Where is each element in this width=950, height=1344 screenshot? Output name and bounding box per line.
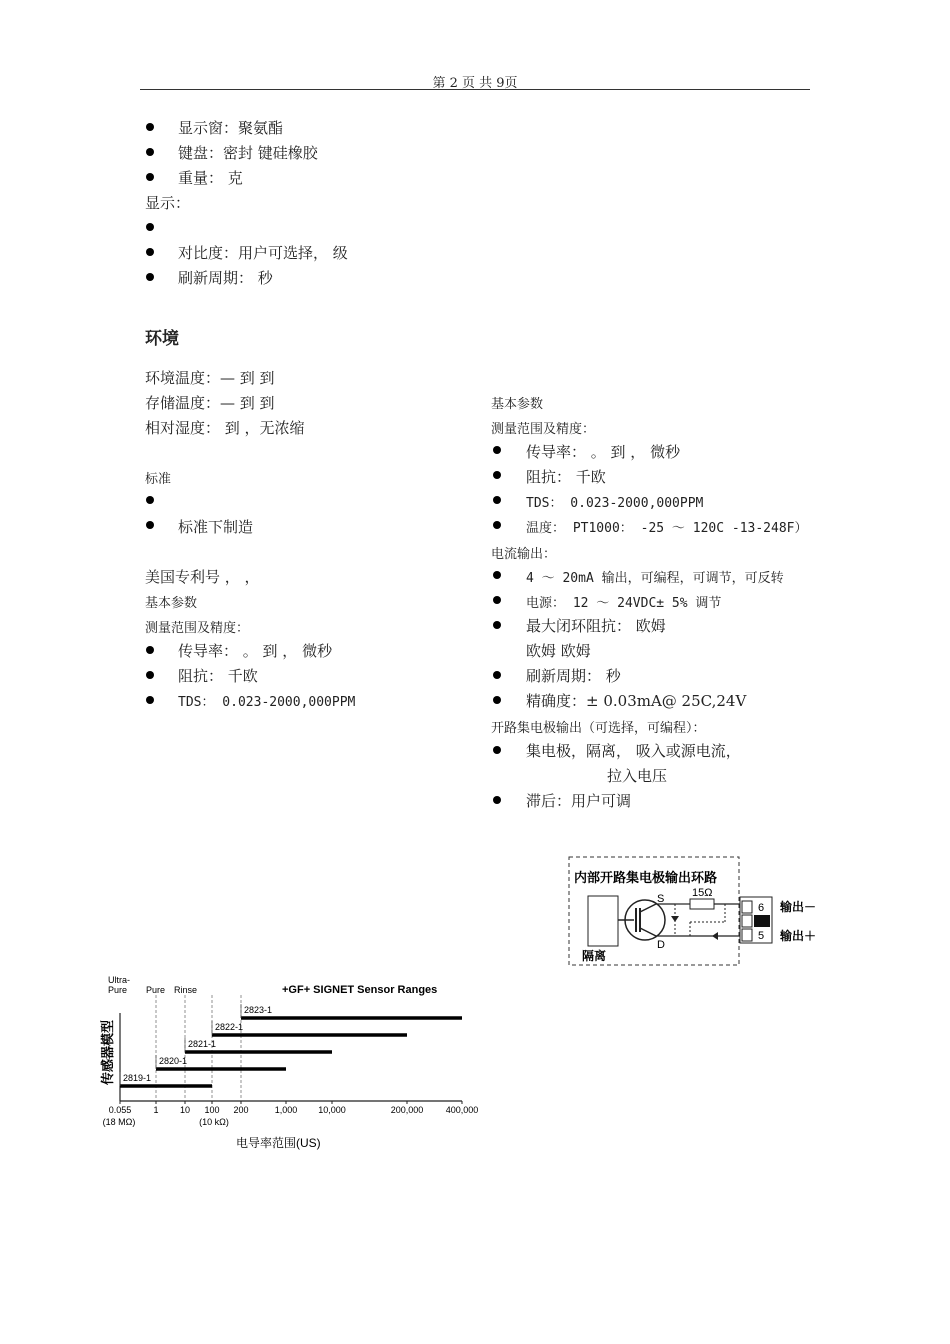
patent-line: 美国专利号 ， ，	[145, 568, 260, 586]
drain-label: D	[657, 939, 665, 951]
bar-label: 2822-1	[215, 1022, 244, 1032]
x-tick-label: 10,000	[318, 1105, 346, 1115]
bullet	[146, 273, 154, 281]
region-label: Pure	[108, 985, 128, 995]
bullet	[146, 248, 154, 256]
text-line: 环境温度：— 到 到	[145, 369, 275, 387]
chart-title: +GF+ SIGNET Sensor Ranges	[282, 984, 438, 996]
bar-label: 2821-1	[188, 1039, 217, 1049]
x-tick-label: 10	[179, 1105, 191, 1115]
bullet	[493, 696, 501, 704]
bullet	[146, 671, 154, 679]
list-item: 显示窗：聚氨酯	[178, 119, 284, 137]
bullet	[493, 596, 501, 604]
section-heading: 环境	[145, 329, 179, 349]
section-heading: 电流输出：	[491, 547, 557, 562]
list-item: 传导率： 。 到 ， 微秒	[178, 642, 333, 660]
list-item: TDS： 0.023-2000,000PPM	[178, 695, 356, 710]
region-label: Rinse	[174, 985, 198, 995]
list-item: 刷新周期： 秒	[526, 667, 621, 685]
list-item: 刷新周期： 秒	[178, 269, 273, 287]
output-minus-label: 输出－	[780, 900, 817, 914]
page-number: 第 2 页 共 9页	[432, 76, 518, 91]
isolation-block	[588, 896, 618, 946]
list-item: 标准下制造	[178, 518, 254, 536]
x-tick-label: 200	[233, 1105, 249, 1115]
section-heading: 基本参数	[491, 397, 544, 412]
section-heading: 测量范围及精度：	[491, 422, 596, 437]
x-tick-label: 400,000	[445, 1105, 479, 1115]
list-item: 阻抗： 千欧	[526, 468, 606, 486]
source-label: S	[657, 893, 665, 905]
sensor-range-chart	[90, 975, 490, 1155]
bullet	[493, 571, 501, 579]
bar-label: 2820-1	[159, 1056, 188, 1066]
text-line: 相对湿度： 到 ，无浓缩	[145, 419, 305, 437]
bullet	[493, 796, 501, 804]
x-tick-label: 0.055	[108, 1105, 132, 1115]
list-item: 4 ～ 20mA 输出，可编程，可调节，可反转	[526, 571, 784, 586]
text-line: 存储温度：— 到 到	[145, 394, 275, 412]
terminal-6-label: 6	[758, 902, 765, 914]
open-collector-circuit-diagram	[560, 852, 830, 970]
region-label: Pure	[146, 985, 166, 995]
circuit-title: 内部开路集电极输出环路	[574, 870, 718, 885]
bullet	[493, 496, 501, 504]
x-tick-label: 1,000	[274, 1105, 298, 1115]
region-label: Ultra-	[108, 975, 130, 985]
display-label: 显示：	[145, 194, 191, 212]
isolation-label: 隔离	[582, 949, 607, 963]
bullet	[146, 696, 154, 704]
bullet	[493, 746, 501, 754]
bullet	[146, 496, 154, 504]
resistor-icon	[690, 899, 714, 909]
x-tick-label: 200,000	[390, 1105, 424, 1115]
bullet	[493, 446, 501, 454]
section-heading: 基本参数	[145, 596, 198, 611]
bar-label: 2819-1	[123, 1073, 152, 1083]
header-rule	[140, 89, 810, 90]
x-tick-label: 1	[153, 1105, 159, 1115]
list-item: 对比度：用户可选择， 级	[178, 244, 348, 262]
list-item: 精确度：± 0.03mA@ 25C,24V	[526, 692, 747, 710]
list-item: 滞后：用户可调	[526, 792, 632, 810]
x-sub-label: (10 kΩ)	[199, 1117, 229, 1127]
resistor-label: 15Ω	[692, 887, 713, 899]
list-item: 电源： 12 ～ 24VDC± 5% 调节	[526, 596, 722, 611]
x-sub-label: (18 MΩ)	[102, 1117, 136, 1127]
output-plus-label: 输出＋	[780, 929, 817, 943]
section-heading: 开路集电极输出（可选择，可编程）：	[491, 721, 706, 736]
x-tick-label: 100	[204, 1105, 220, 1115]
list-item: 集电极，隔离， 吸入或源电流，	[526, 742, 741, 760]
bullet	[493, 521, 501, 529]
bullet	[146, 123, 154, 131]
bullet	[146, 646, 154, 654]
section-heading: 测量范围及精度：	[145, 621, 250, 636]
bar-label: 2823-1	[244, 1005, 273, 1015]
text-line: 欧姆 欧姆	[526, 642, 591, 660]
list-item: 键盘：密封 键硅橡胶	[178, 144, 318, 162]
terminal-5-label: 5	[758, 930, 765, 942]
chart-ylabel: 传感器模型	[100, 1019, 115, 1085]
text-line: 拉入电压	[607, 767, 668, 785]
list-item: TDS： 0.023-2000,000PPM	[526, 496, 704, 511]
list-item: 重量： 克	[178, 169, 243, 187]
chart-xlabel: 电导率范围(US)	[236, 1136, 321, 1150]
list-item: 最大闭环阻抗： 欧姆	[526, 617, 666, 635]
bullet	[146, 148, 154, 156]
bullet	[146, 223, 154, 231]
bullet	[493, 621, 501, 629]
diode-icon	[712, 932, 718, 940]
bullet	[146, 173, 154, 181]
bullet	[146, 521, 154, 529]
list-item: 阻抗： 千欧	[178, 667, 258, 685]
list-item: 温度： PT1000： -25 ～ 120C -13-248F）	[526, 521, 808, 536]
bullet	[493, 471, 501, 479]
bullet	[493, 671, 501, 679]
list-item: 传导率： 。 到 ， 微秒	[526, 443, 681, 461]
diode-icon	[671, 916, 679, 922]
section-heading: 标准	[145, 472, 172, 487]
